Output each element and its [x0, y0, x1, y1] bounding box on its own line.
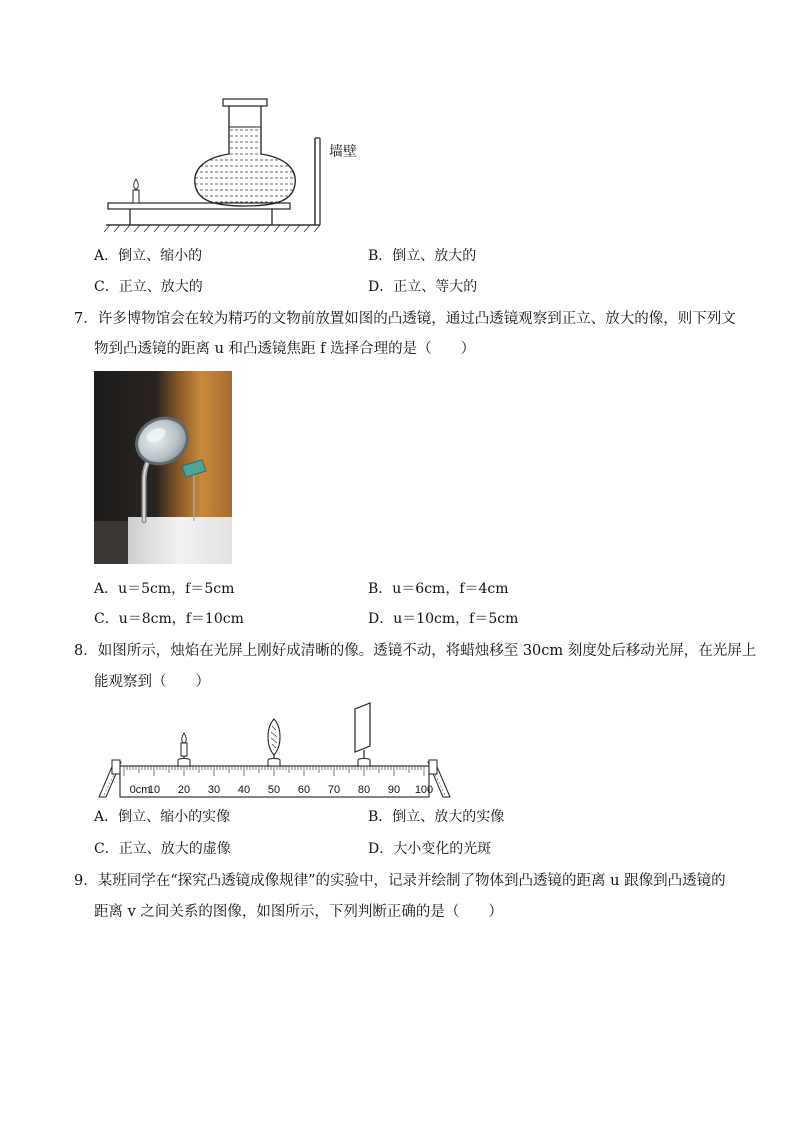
q8-option-c[interactable]: C．正立、放大的虚像 [94, 841, 231, 857]
ruler-label: 40 [237, 784, 251, 796]
floor-hatching [104, 225, 320, 232]
table-top [108, 203, 290, 209]
q7-option-d[interactable]: D．u＝10cm，f＝5cm [368, 611, 519, 627]
candle-icon [133, 179, 139, 203]
ruler-label: 80 [357, 784, 371, 796]
wall [315, 138, 320, 225]
q7-option-b[interactable]: B．u＝6cm，f＝4cm [368, 581, 509, 597]
q7-stem-line1: 7．许多博物馆会在较为精巧的文物前放置如图的凸透镜，通过凸透镜观察到正立、放大的像，则下列文 [74, 311, 736, 327]
q7-stem-line2: 物到凸透镜的距离 u 和凸透镜焦距 f 选择合理的是（ ） [94, 341, 476, 357]
q9-stem-line1: 9．某班同学在“探究凸透镜成像规律”的实验中，记录并绘制了物体到凸透镜的距离 u 跟像到凸透镜的 [74, 873, 726, 889]
display-stand [128, 517, 232, 564]
q6-option-b[interactable]: B．倒立、放大的 [368, 248, 477, 264]
q7-option-c[interactable]: C．u＝8cm，f＝10cm [94, 611, 244, 627]
q6-option-a[interactable]: A．倒立、缩小的 [94, 248, 203, 264]
q8-stem-line1: 8．如图所示，烛焰在光屏上刚好成清晰的像。透镜不动，将蜡烛移至 30cm 刻度处后移动光屏，在光屏上 [74, 643, 757, 659]
q7-option-a[interactable]: A．u＝5cm，f＝5cm [94, 581, 235, 597]
ruler-label: 10 [147, 784, 161, 796]
ruler-label: 20 [177, 784, 191, 796]
q8-option-b[interactable]: B．倒立、放大的实像 [368, 809, 505, 825]
ruler-label: 50 [267, 784, 281, 796]
q8-option-a[interactable]: A．倒立、缩小的实像 [94, 809, 231, 825]
q6-option-c[interactable]: C．正立、放大的 [94, 279, 203, 295]
convex-lens-icon [268, 719, 280, 766]
optical-bench-figure [92, 700, 456, 802]
flask-lens-figure [100, 92, 370, 237]
wall-label: 墙壁 [329, 144, 357, 160]
water-flask [190, 99, 300, 206]
ruler-label: 100 [414, 784, 434, 796]
q8-stem-line2: 能观察到（ ） [94, 674, 210, 690]
museum-magnifier-photo [94, 371, 232, 564]
light-screen-icon [355, 703, 370, 766]
q8-option-d[interactable]: D．大小变化的光斑 [368, 841, 492, 857]
ruler-label: 60 [297, 784, 311, 796]
ruler-label: 70 [327, 784, 341, 796]
ruler-label: 90 [387, 784, 401, 796]
ruler-label: 0cm [129, 784, 151, 796]
candle-icon [178, 733, 190, 766]
q6-option-d[interactable]: D．正立、等大的 [368, 279, 478, 295]
bench-end-left [99, 760, 121, 797]
q9-stem-line2: 距离 v 之间关系的图像，如图所示，下列判断正确的是（ ） [94, 904, 503, 920]
ruler-label: 30 [207, 784, 221, 796]
